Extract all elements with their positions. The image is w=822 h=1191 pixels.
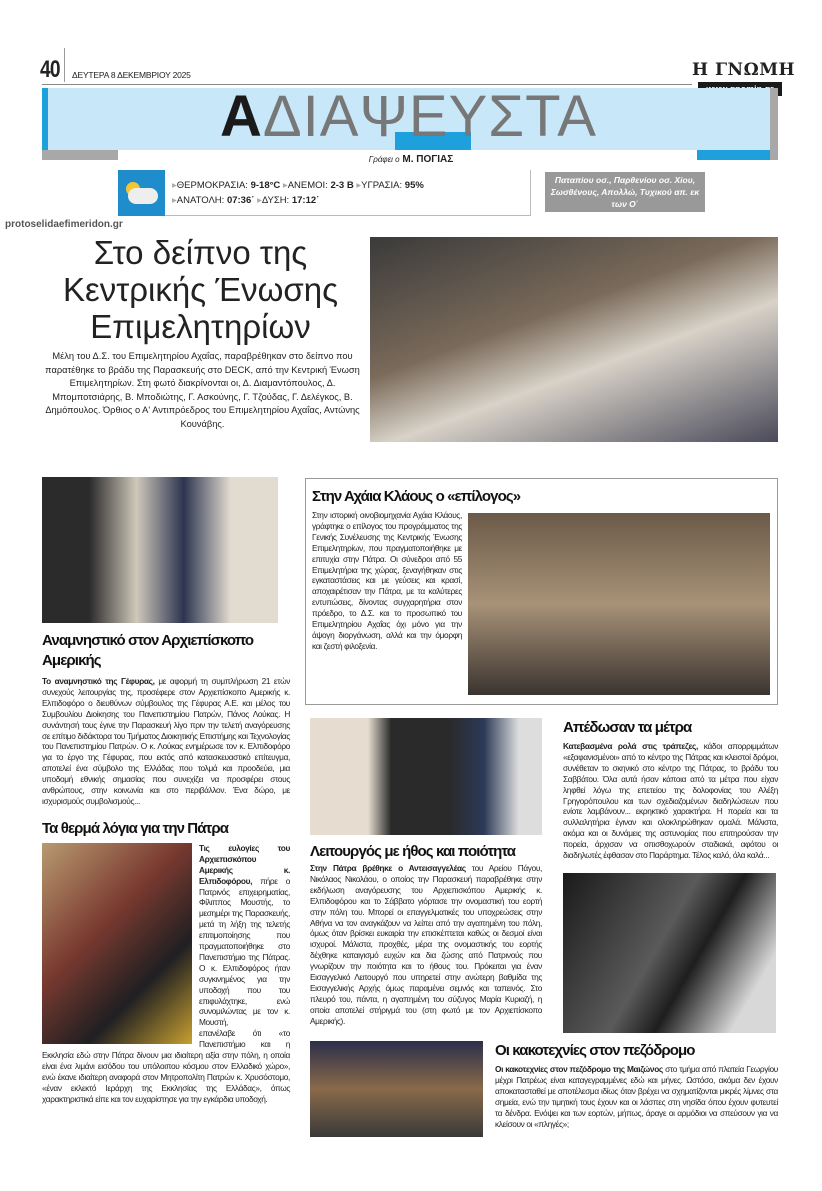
issue-date: ΔΕΥΤΕΡΑ 8 ΔΕΚΕΜΒΡΙΟΥ 2025: [72, 70, 191, 80]
achaia-headline: Στην Αχάια Κλάους ο «επίλογος»: [312, 488, 521, 505]
lower-right-region: [310, 718, 778, 1137]
pezodromos-body: [495, 1064, 778, 1129]
prosecutor-photo: [310, 718, 542, 835]
middle-column: [310, 718, 542, 1027]
body-text: πήρε ο Πατρινός επιχειρηματίας, Φίλιππος Μουστής, το μεσημέρι της Παρασκευής, μετά τη λήξη της τελετής επιτιμοποίησης που πραγματοποιήθηκε στο Πανεπιστήμιο της Πάτρας. Ο κ. Ελπιδοφόρος ήταν συγκινημένος για την υποδοχή που του επιφυλάχτηκε, ενώ συνομιλώντας με τον κ. Μουστή,: [199, 875, 290, 1028]
title-initial: Α: [220, 84, 263, 149]
sunrise: 07:36΄: [226, 195, 255, 206]
anamnistiko-body: [42, 676, 290, 807]
leitourgos-body: [310, 863, 542, 1027]
label: ΔΥΣΗ:: [261, 195, 290, 206]
lead-caption: Μέλη του Δ.Σ. του Επιμελητηρίου Αχαΐας, παραβρέθηκαν στο δείπνο που παρατέθηκε το βράδυ της Παρασκευής στο DECK, από την Κεντρική Ένωση Επιμελητηρίων. Στη φωτό διακρίνονται οι, Δ. Διαμαντόπουλος, Δ. Μπομποτσιάρης, Β. Μποδιώτης, Γ. Ασκούνης, Γ. Τζούδας, Γ. Δελέγκος, Β. Δημόπουλος. Όρθιος ο Α' Αντιπρόεδρος του Επιμελητηρίου Αχαΐας, Αντώνης Κουνάβης.: [45, 351, 360, 429]
dinner-photo: [370, 237, 778, 442]
anamnistiko-headline: Αναμνηστικό στον Αρχιεπίσκοπο Αμερικής: [42, 632, 254, 669]
archbishop-gift-photo: [42, 477, 278, 623]
therma-headline: Τα θερμά λόγια για την Πάτρα: [42, 819, 229, 837]
sunset: 17:12΄: [291, 195, 320, 206]
two-column-row: [310, 718, 778, 1033]
cloud-icon: [128, 188, 158, 204]
humidity: 95%: [404, 180, 424, 191]
wind: 2-3 Β: [330, 180, 354, 191]
left-column: [42, 631, 290, 1105]
body-text: με αφορμή τη συμπλήρωση 21 ετών συνεχούς λειτουργίας της, προσέφερε στον Αρχιεπίσκοπο Αμερικής κ. Ελπιδοφόρο ο διευθύνων σύμβουλος της Γέφυρας Α.Ε. και μέλος του Συμβουλίου Διοίκησης του Πανεπιστημίου Πατρών, Πάνος Λούκας. Η συνάντησή τους έγινε την Παρασκευή λίγο πριν την τελετή αναγόρευσης σε επίτιμο διδάκτορα του Τμήματος Διοικητικής Επιστήμης και Τεχνολογίας του Πανεπιστημίου Πατρών. Ο κ. Λούκας ενημέρωσε τον κ. Ελπιδοφόρο για το έργο της Γέφυρας, που εκτός από κατασκευαστικό επίτευγμα, αποτελεί ένα σύμβολο της Ελλάδας που τολμά και προοδεύει, μια υποδομή εθνικής σημασίας που συνεχίζει να προσφέρει στους ανθρώπους, στην κοινωνία και στο περιβάλλον. Ένα δώρο, με ισχυρισμούς συμβολισμούς...: [42, 676, 290, 806]
weather-line-1: ▸ΘΕΡΜΟΚΡΑΣΙΑ: 9-18°C ▸ΑΝΕΜΟΙ: 2-3 Β ▸ΥΓΡΑΣΙΑ: 95%: [172, 180, 424, 191]
weather-line-2: ▸ΑΝΑΤΟΛΗ: 07:36΄ ▸ΔΥΣΗ: 17:12΄: [172, 195, 320, 206]
weather-box: [118, 170, 531, 216]
achaia-body: Στην ιστορική οινοβιομηχανία Αχάια Κλάους, γράφτηκε ο επίλογος του προγράμματος της Γενικής Συνέλευσης της Κεντρικής Ένωσης Επιμελητηρίων, που πραγματοποιήθηκε με επιτυχία στην Πάτρα. Οι σύνεδροι από 55 Επιμελητήρια της χώρας, ξεναγήθηκαν στις εγκαταστάσεις και με γεύσεις και κρασί, αποχαιρέτισαν την Πάτρα, με τα καλύτερες εντυπώσεις, δίνοντας συγχαρητήρια στον πρόεδρο, το Δ.Σ. και το προσωπικό του Επιμελητηρίου Αχαΐας όχι μόνο για την άψογη διοργάνωση, αλλά και την όμορφη και ζεστή φιλοξενία.: [312, 510, 462, 651]
body-text: στο τμήμα από πλατεία Γεωργίου μέχρι Πατρέως είναι καταγεγραμμένες εδώ και μήνες. Ωστόσο, ακόμα δεν έχουν αποκατασταθεί με αποτέλεσμα ιδίως όταν βρέχει να σχηματίζονται μικρές λίμνες στα σημεία, ενώ την τιμητική τους έχουν και οι λάσπες στη νησίδα όπου έχουν φυτευτεί τα δένδρα. Ενόψει και των εορτών, μήπως, άραγε οι αρμόδιοι να σπεύσουν για να κλείσουν οι «πληγές»;: [495, 1063, 778, 1129]
newspaper-logo: Η ΓΝΩΜΗ: [692, 60, 796, 80]
weather-icon: [118, 170, 165, 216]
lead-in: Κατεβασμένα ρολά στις τράπεζες,: [563, 741, 698, 751]
byline-prefix: Γράφει ο: [368, 155, 400, 164]
lead-in: Τις ευλογίες του Αρχιεπισκόπου Αμερικής κ. Ελπιδοφόρου,: [199, 842, 290, 886]
byline: [0, 153, 822, 166]
pedestrian-street-photo: [310, 1041, 483, 1137]
section-title: [47, 86, 770, 148]
saints-of-day: Παταπίου οσ., Παρθενίου οσ. Χίου, Σωσθένους, Απολλώ, Τυχικού απ. εκ των Ο΄: [545, 172, 705, 212]
lead-in: Το αναμνηστικό της Γέφυρας,: [42, 676, 155, 686]
achaia-clauss-photo: [468, 513, 770, 695]
pezodromos-headline: Οι κακοτεχνίες στον πεζόδρομο: [495, 1041, 695, 1059]
bottom-row: [310, 1041, 778, 1137]
moustis-photo: [42, 843, 192, 1044]
lead-in: Στην Πάτρα βρέθηκε ο Αντεισαγγελέας: [310, 863, 466, 873]
watermark: protoselidaefimeridon.gr: [5, 219, 123, 230]
right-column: [563, 718, 778, 1033]
label: ΑΝΑΤΟΛΗ:: [176, 195, 225, 206]
body-text: κάδοι απορριμμάτων «εξαφανισμένοι» από το κέντρο της Πάτρας και κλειστοί δρόμοι, συνέθεταν το σκηνικό στο κέντρο της Πάτρας, το βράδυ του Σαββάτου. Όλα αυτά ήσαν κάποια από τα μέτρα που είχαν ληφθεί λόγω της επετείου της δολοφονίας του Αλέξη Γρηγορόπουλου και των σχεδιαζομένων διαδηλώσεων που ενίοτε λαμβάνουν... εκρηκτικό χαρακτήρα. Η πορεία και τα συλλαλητήρια έγιναν και ολοκληρώθηκαν ομαλά. Μάλιστα, ακόμα και οι δυνάμεις της αστυνομίας που επιτηρούσαν την πορεία, άρχισαν να οπισθοχωρούν σταδιακά, αφότου οι διαδηλωτές έφθασαν στο Παράρτημα. Τέλος καλό, όλα καλά...: [563, 741, 778, 861]
leitourgos-headline: Λειτουργός με ήθος και ποιότητα: [310, 843, 516, 860]
therma-body-continued: επανέλαβε ότι «το Πανεπιστήμιο και η Εκκλησία εδώ στην Πάτρα δίνουν μια ιδιαίτερη αξία στην πόλη, η οποία είναι ένα λιμάνι εισόδου του υπόλοιπου κόσμου στον Ελλαδικό χώρο», ενώ έκανε ιδιαίτερη αναφορά στον Μητροπολίτη Πατρών κ. Χρυσόστομο, «έναν εκλεκτό Ιεράρχη της Εκκλησίας της Ελλάδας», όπως χαρακτηριστικά είπε και τον ευχαρίστησε για την εγκάρδια υποδοχή.: [42, 1028, 290, 1104]
police-photo: [563, 873, 776, 1033]
page-number: 40: [40, 56, 60, 83]
label: ΥΓΡΑΣΙΑ:: [361, 180, 403, 191]
body-text: του Αρείου Πάγου, Νικόλαος Νικολάου, ο οποίος την Παρασκευή παραβρέθηκε στην εκδήλωση αναγόρευσης του Αρχιεπισκόπου Αμερικής κ. Ελπιδοφόρου και το Σάββατο γιόρτασε την ονομαστική του εορτή στην πόλη του. Μπορεί οι επαγγελματικές του υποχρεώσεις στην Αθήνα να τον αναγκάζουν να λείπει από την αγαπημένη του πόλη, όμως όταν βρίσκει ευκαιρία την επισκέπτεται καθώς οι δεσμοί είναι ισχυροί. Μάλιστα, προχθές, μέρα της ονομαστικής του εορτής δέχθηκε καταιγισμό ευχών και δια ζώσης από Πατρινούς που γνωρίζουν την ποιότητα και το ήθους του. Πρόκειται για έναν Εισαγγελικό Λειτουργό που υπηρετεί στην ανώτερη βαθμίδα της Εισαγγελικής Αρχής όμως παραμένει σεμνός και ταπεινός. Στο πλευρό του, πάντα, η αγαπημένη του σύζυγος Μαρία Κυριαζή, η οποία αποτελεί στήριγμά του (στη φωτό με τον Αρχιεπίσκοπο Αμερικής).: [310, 863, 543, 1026]
lead-headline: Στο δείπνο της Κεντρικής Ένωσης Επιμελητηρίων: [62, 234, 339, 345]
pezodromos-article: [495, 1041, 778, 1137]
metra-headline: Απέδωσαν τα μέτρα: [563, 719, 692, 736]
metra-body: [563, 741, 778, 861]
accent-bar: [770, 88, 778, 160]
lead-in: Οι κακοτεχνίες στον πεζόδρομο της Μαιζώνος: [495, 1063, 663, 1074]
divider: [64, 48, 65, 82]
label: ΑΝΕΜΟΙ:: [287, 180, 328, 191]
title-rest: ΔΙΑΨΕΥΣΤΑ: [262, 84, 597, 149]
therma-article: [42, 843, 290, 1105]
label: ΘΕΡΜΟΚΡΑΣΙΑ:: [176, 180, 248, 191]
byline-author: Μ. ΠΟΓΙΑΣ: [402, 154, 454, 165]
temperature: 9-18°C: [250, 180, 281, 191]
